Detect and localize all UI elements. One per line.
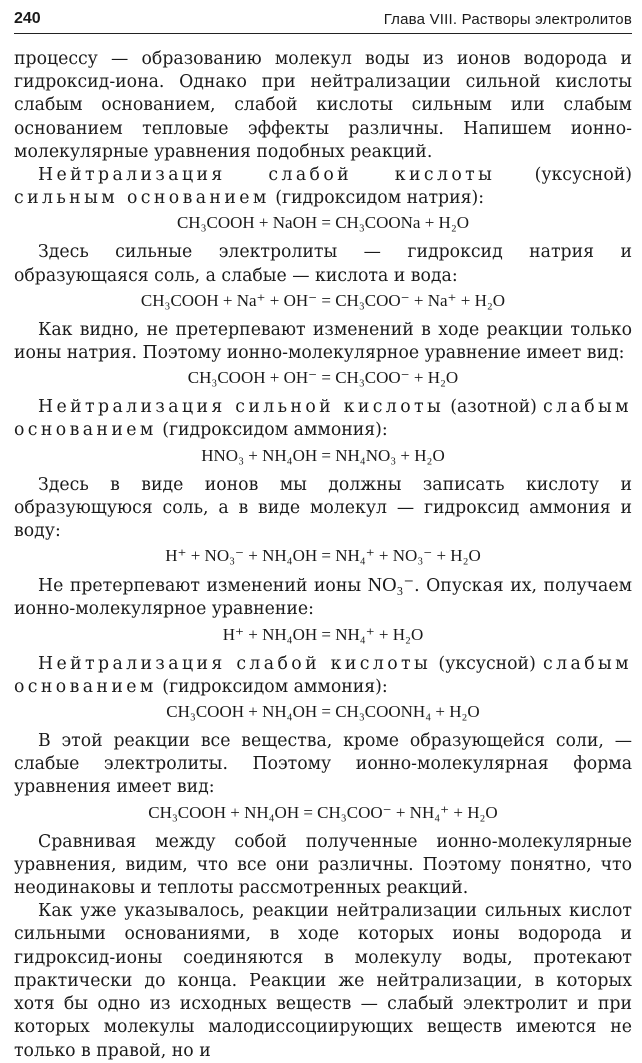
book-page bbox=[14, 6, 632, 1063]
running-head: Глава VIII. Растворы электролитов bbox=[383, 11, 632, 28]
lead-text: (азотной) bbox=[444, 397, 544, 418]
paragraph-8: Как уже указывалось, реакции нейтрализации сильных кислот сильными основаниями, в ходе которых ионы водорода и гидроксид-ионы соединяются в молекулу воды, протекают практически до конца. Реакции же нейтрализации, в которых хотя бы одно из исходных веществ — слабый электролит и при которых молекулы малодиссоциирующих веществ имеются не только в правой, но и bbox=[14, 901, 632, 1061]
spaced-term: Нейтрализация слабой кислоты bbox=[38, 653, 432, 674]
paragraph-5 bbox=[14, 574, 632, 621]
paragraph-2: Здесь сильные электролиты — гидроксид натрия и образующаяся соль, а слабые — кислота и вода: bbox=[14, 242, 632, 286]
paragraph-1: процессу — образованию молекул воды из ионов водорода и гидроксид-иона. Однако при нейтрализации сильной кислоты слабым основанием, слабой кислоты сильным или слабым основанием тепловые эффекты различны. Напишем ионно-молекулярные уравнения подобных реакций. bbox=[14, 49, 632, 162]
section-lead-3 bbox=[14, 653, 632, 699]
paragraph-6: В этой реакции все вещества, кроме образующейся соли, — слабые электролиты. Поэтому ионно-молекулярная форма уравнения имеет вид: bbox=[14, 731, 632, 798]
page-number: 240 bbox=[14, 10, 41, 27]
equation-2: CH₃COOH + Na⁺ + OH⁻ = CH₃COO⁻ + Na⁺ + H₂O bbox=[140, 290, 506, 310]
equation-7: CH₃COOH + NH₄OH = CH₃COONH₄ + H₂O bbox=[166, 702, 480, 722]
equation-4: HNO₃ + NH₄OH = NH₄NO₃ + H₂O bbox=[201, 445, 445, 465]
paragraph-7: Сравнивая между собой полученные ионно-молекулярные уравнения, видим, что все они различны. Поэтому понятно, что неодинаковы и теплоты рассмотренных реакций. bbox=[14, 831, 632, 899]
spaced-term: слабым основанием bbox=[14, 653, 633, 697]
lead-text: (гидроксидом натрия): bbox=[269, 188, 485, 209]
section-lead-1 bbox=[14, 164, 632, 210]
spaced-term: Нейтрализация сильной кислоты bbox=[38, 397, 445, 418]
paragraph-5-start: Не претерпевают изменений ионы bbox=[38, 576, 368, 597]
spaced-term: сильным основанием bbox=[14, 188, 270, 209]
lead-text: (гидроксидом аммония): bbox=[156, 420, 388, 441]
page-header bbox=[14, 6, 632, 34]
paragraph-4: Здесь в виде ионов мы должны записать кислоту и образующуюся соль, а в виде молекул — гидроксид аммония и воду: bbox=[14, 474, 632, 542]
lead-text: (гидроксидом аммония): bbox=[156, 676, 388, 697]
paragraph-5-end: . Опуская их, получаем ионно-молекулярное уравнение: bbox=[14, 576, 633, 620]
equation-3: CH₃COOH + OH⁻ = CH₃COO⁻ + H₂O bbox=[187, 368, 459, 388]
equation-1: CH₃COOH + NaOH = CH₃COONa + H₂O bbox=[176, 213, 470, 233]
equation-8: CH₃COOH + NH₄OH = CH₃COO⁻ + NH₄⁺ + H₂O bbox=[148, 802, 498, 822]
spaced-term: Нейтрализация слабой кислоты bbox=[38, 165, 496, 186]
equation-5: H⁺ + NO₃⁻ + NH₄OH = NH₄⁺ + NO₃⁻ + H₂O bbox=[165, 546, 481, 566]
header-rule bbox=[14, 33, 632, 34]
section-lead-2 bbox=[14, 396, 632, 442]
spaced-term: слабым основанием bbox=[14, 397, 632, 441]
lead-text: (уксусной) bbox=[495, 165, 632, 186]
lead-text: (уксусной) bbox=[431, 653, 544, 674]
equation-6: H⁺ + NH₄OH = NH₄⁺ + H₂O bbox=[222, 624, 424, 644]
inline-formula: NO₃⁻ bbox=[367, 574, 415, 597]
paragraph-3: Как видно, не претерпевают изменений в ходе реакции только ионы натрия. Поэтому ионно-молекулярное уравнение имеет вид: bbox=[14, 319, 632, 364]
